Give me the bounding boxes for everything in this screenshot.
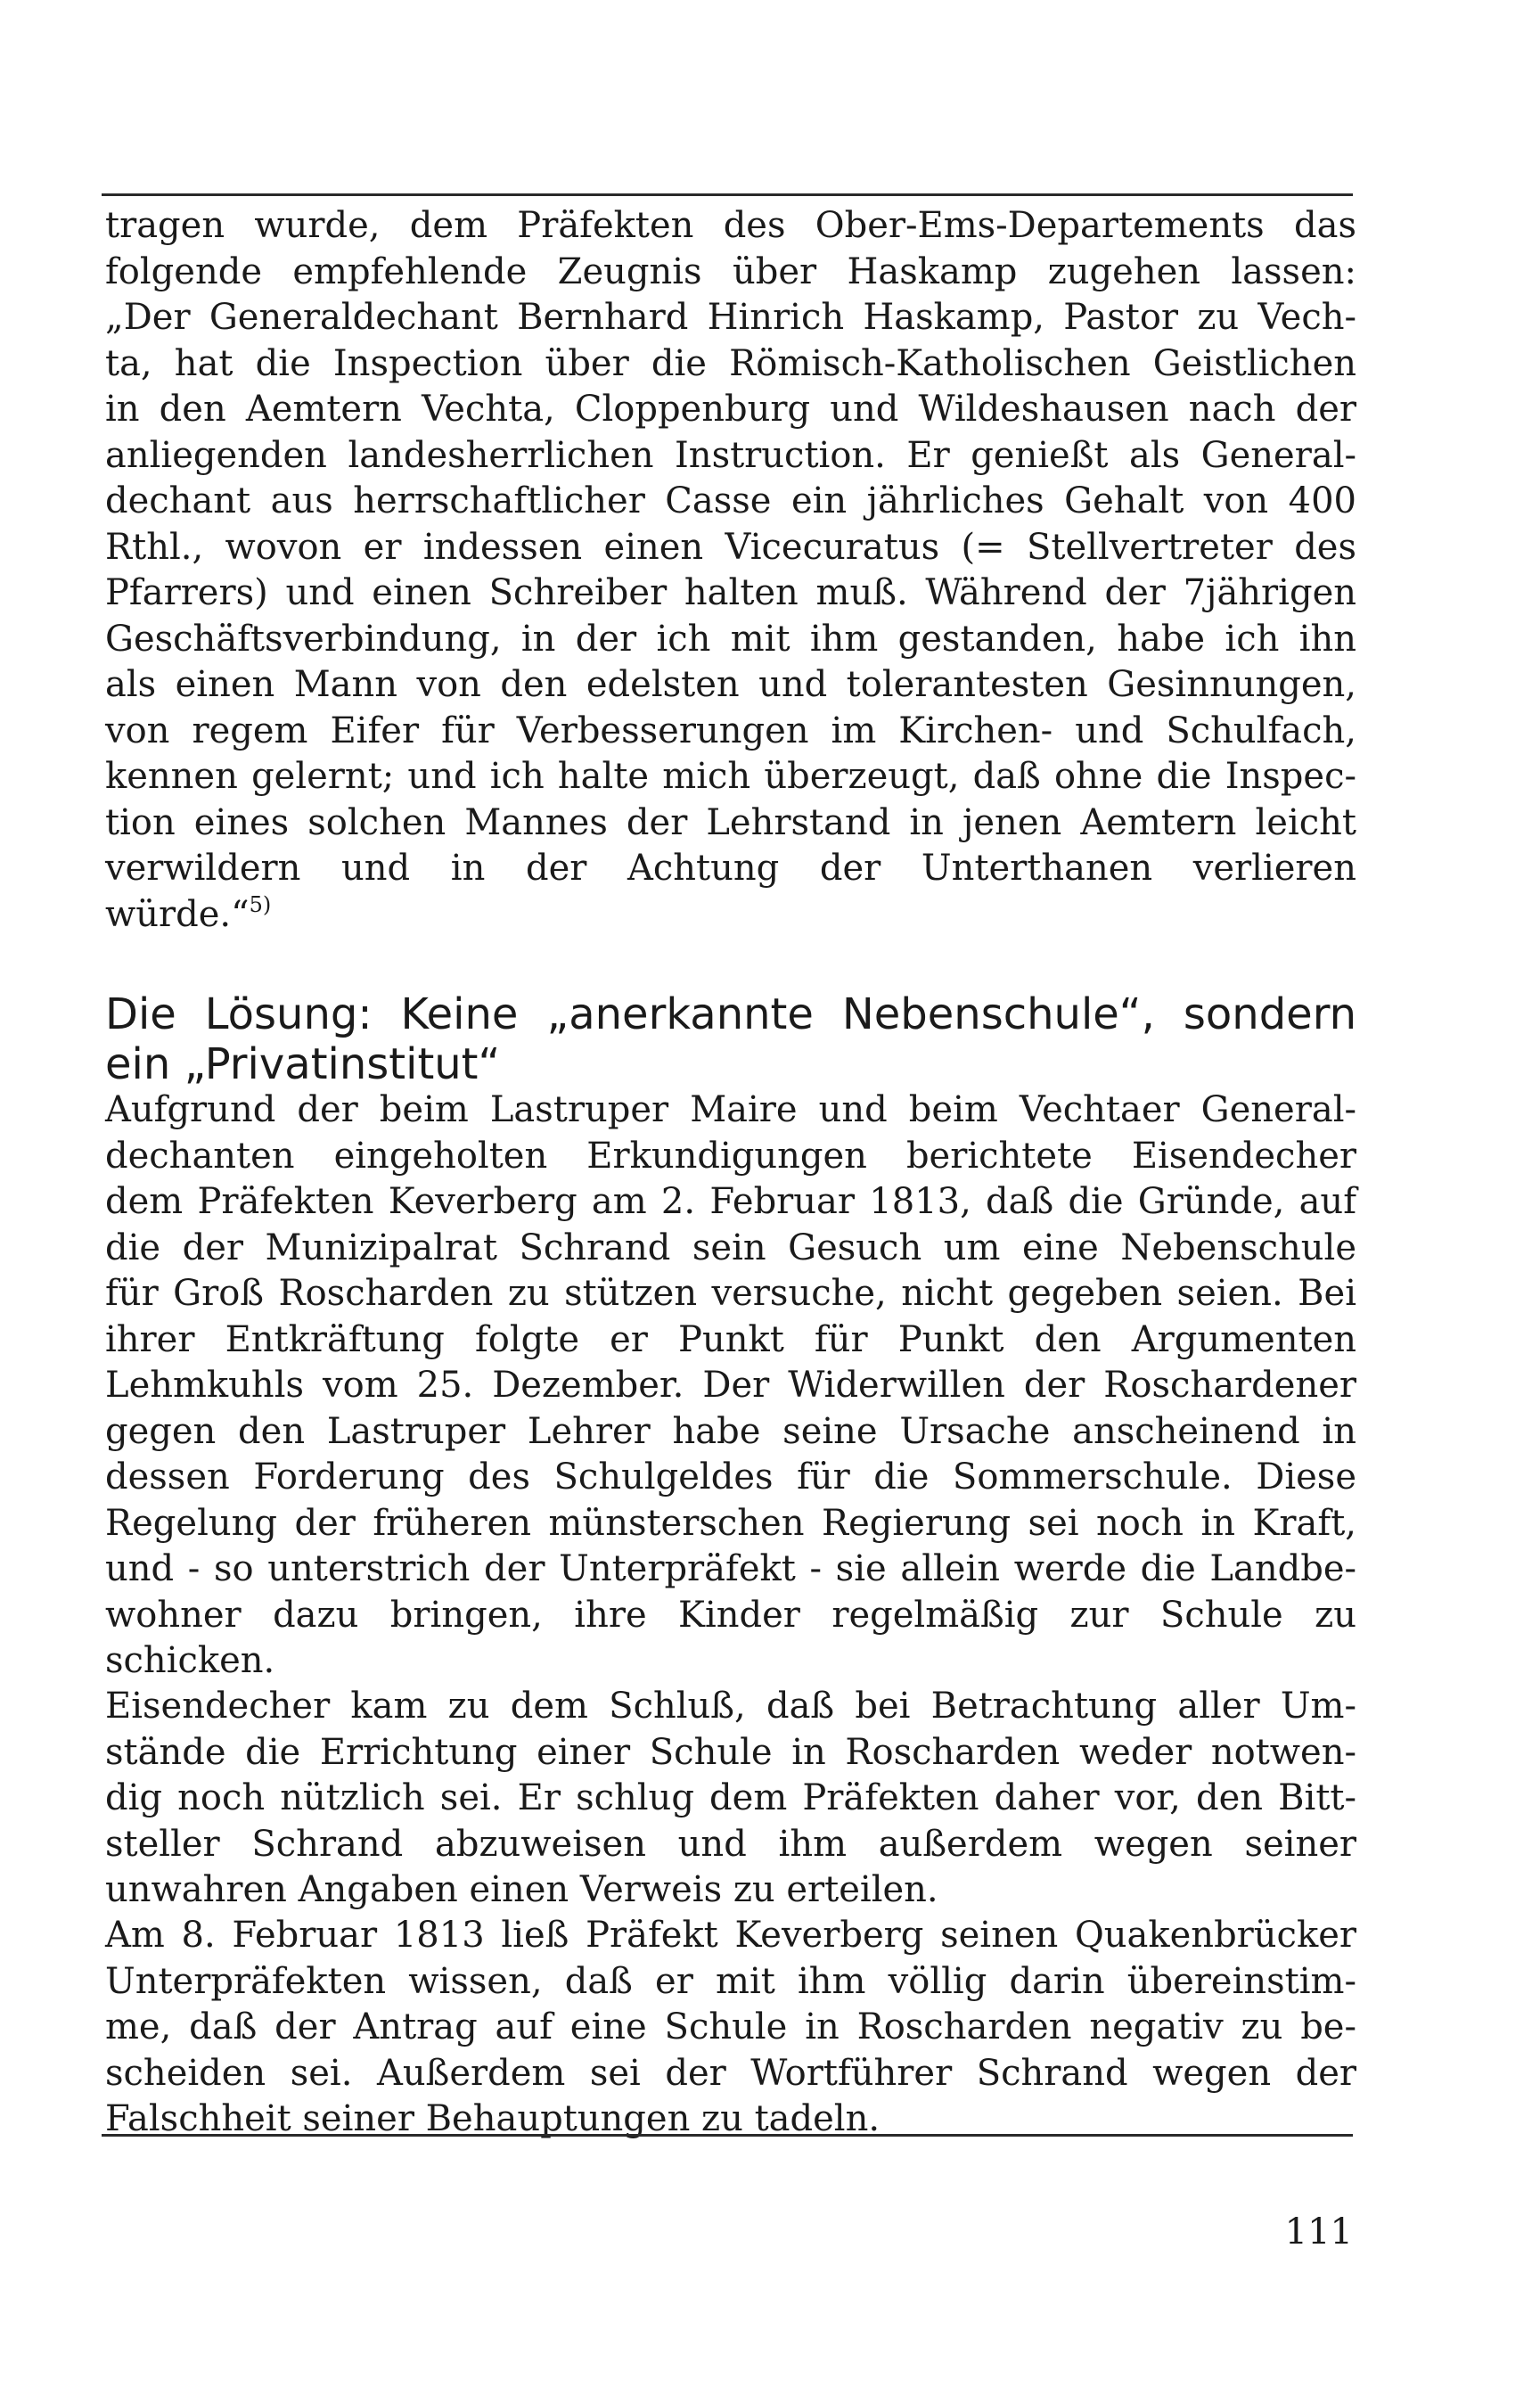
text-line: Am 8. Februar 1813 ließ Präfekt Keverberg seinen Quakenbrücker — [105, 1915, 1356, 1956]
text-line: anliegenden landesherrlichen Instruction. Er genießt als General- — [105, 434, 1356, 476]
paragraph-2 — [105, 1684, 1356, 1914]
text-line: dem Präfekten Keverberg am 2. Februar 1813, daß die Gründe, auf — [105, 1181, 1356, 1222]
heading-line: Die Lösung: Keine „anerkannte Nebenschule“, sondern — [105, 989, 1356, 1039]
top-rule — [102, 193, 1353, 196]
continuation-paragraph — [105, 203, 1356, 938]
paragraph-3 — [105, 1913, 1356, 2143]
text-line: ihrer Entkräftung folgte er Punkt für Punkt den Argumenten — [105, 1318, 1356, 1360]
text-line: steller Schrand abzuweisen und ihm außerdem wegen seiner — [105, 1823, 1356, 1865]
text-line: Falschheit seiner Behauptungen zu tadeln. — [105, 2098, 881, 2139]
text-line: Rthl., wovon er indessen einen Vicecuratus (= Stellvertreter des — [105, 526, 1356, 568]
text-line: die der Munizipalrat Schrand sein Gesuch um eine Nebenschule — [105, 1227, 1356, 1268]
section-heading — [105, 989, 1356, 1089]
text-line: Pfarrers) und einen Schreiber halten muß. Während der 7jährigen — [105, 572, 1356, 613]
text-line: dechant aus herrschaftlicher Casse ein jährliches Gehalt von 400 — [105, 480, 1356, 521]
text-line: ta, hat die Inspection über die Römisch-Katholischen Geistlichen — [105, 342, 1356, 384]
text-line: tion eines solchen Mannes der Lehrstand in jenen Aemtern leicht — [105, 801, 1356, 843]
text-line: stände die Errichtung einer Schule in Roscharden weder notwen- — [105, 1731, 1356, 1773]
footnote-ref: 5) — [249, 891, 272, 917]
text-line: wohner dazu bringen, ihre Kinder regelmäßig zur Schule zu — [105, 1594, 1356, 1636]
page-number: 111 — [1284, 2211, 1353, 2252]
text-line: Unterpräfekten wissen, daß er mit ihm völlig darin übereinstim- — [105, 1960, 1356, 2002]
text-line: kennen gelernt; und ich halte mich überzeugt, daß ohne die Inspec- — [105, 756, 1356, 797]
text-line: Aufgrund der beim Lastruper Maire und beim Vechtaer General- — [105, 1089, 1356, 1130]
bottom-rule — [102, 2134, 1353, 2137]
text-line: verwildern und in der Achtung der Unterthanen verlieren — [105, 848, 1356, 889]
text-line: Regelung der früheren münsterschen Regierung sei noch in Kraft, — [105, 1502, 1356, 1544]
heading-line: ein „Privatinstitut“ — [105, 1039, 501, 1089]
text-line: Eisendecher kam zu dem Schluß, daß bei Betrachtung aller Um- — [105, 1686, 1356, 1727]
text-line: Geschäftsverbindung, in der ich mit ihm gestanden, habe ich ihn — [105, 618, 1356, 660]
text-line: dechanten eingeholten Erkundigungen berichtete Eisendecher — [105, 1135, 1356, 1177]
text-line: von regem Eifer für Verbesserungen im Kirchen- und Schulfach, — [105, 710, 1356, 751]
text-line: Lehmkuhls vom 25. Dezember. Der Widerwillen der Roschardener — [105, 1365, 1356, 1406]
text-line: unwahren Angaben einen Verweis zu erteilen. — [105, 1869, 938, 1910]
text-line: scheiden sei. Außerdem sei der Wortführer Schrand wegen der — [105, 2052, 1356, 2094]
quote-end: würde.“ — [105, 893, 250, 935]
text-line: tragen wurde, dem Präfekten des Ober-Ems-Departements das — [105, 205, 1356, 246]
text-line: schicken. — [105, 1640, 275, 1681]
text-line: in den Aemtern Vechta, Cloppenburg und Wildeshausen nach der — [105, 389, 1356, 430]
text-line: folgende empfehlende Zeugnis über Haskamp zugehen lassen: — [105, 250, 1356, 292]
text-line: „Der Generaldechant Bernhard Hinrich Haskamp, Pastor zu Vech- — [105, 297, 1356, 338]
paragraph-1 — [105, 1087, 1356, 1685]
text-line: als einen Mann von den edelsten und tolerantesten Gesinnungen, — [105, 664, 1356, 705]
text-line: me, daß der Antrag auf eine Schule in Roscharden negativ zu be- — [105, 2006, 1356, 2047]
text-line: dig noch nützlich sei. Er schlug dem Präfekten daher vor, den Bitt- — [105, 1777, 1356, 1818]
text-line: und - so unterstrich der Unterpräfekt - sie allein werde die Landbe- — [105, 1548, 1356, 1589]
text-line-last — [105, 892, 1356, 939]
text-line: dessen Forderung des Schulgeldes für die Sommerschule. Diese — [105, 1456, 1356, 1498]
text-line: für Groß Roscharden zu stützen versuche, nicht gegeben seien. Bei — [105, 1273, 1356, 1314]
text-line: gegen den Lastruper Lehrer habe seine Ursache anscheinend in — [105, 1410, 1356, 1452]
